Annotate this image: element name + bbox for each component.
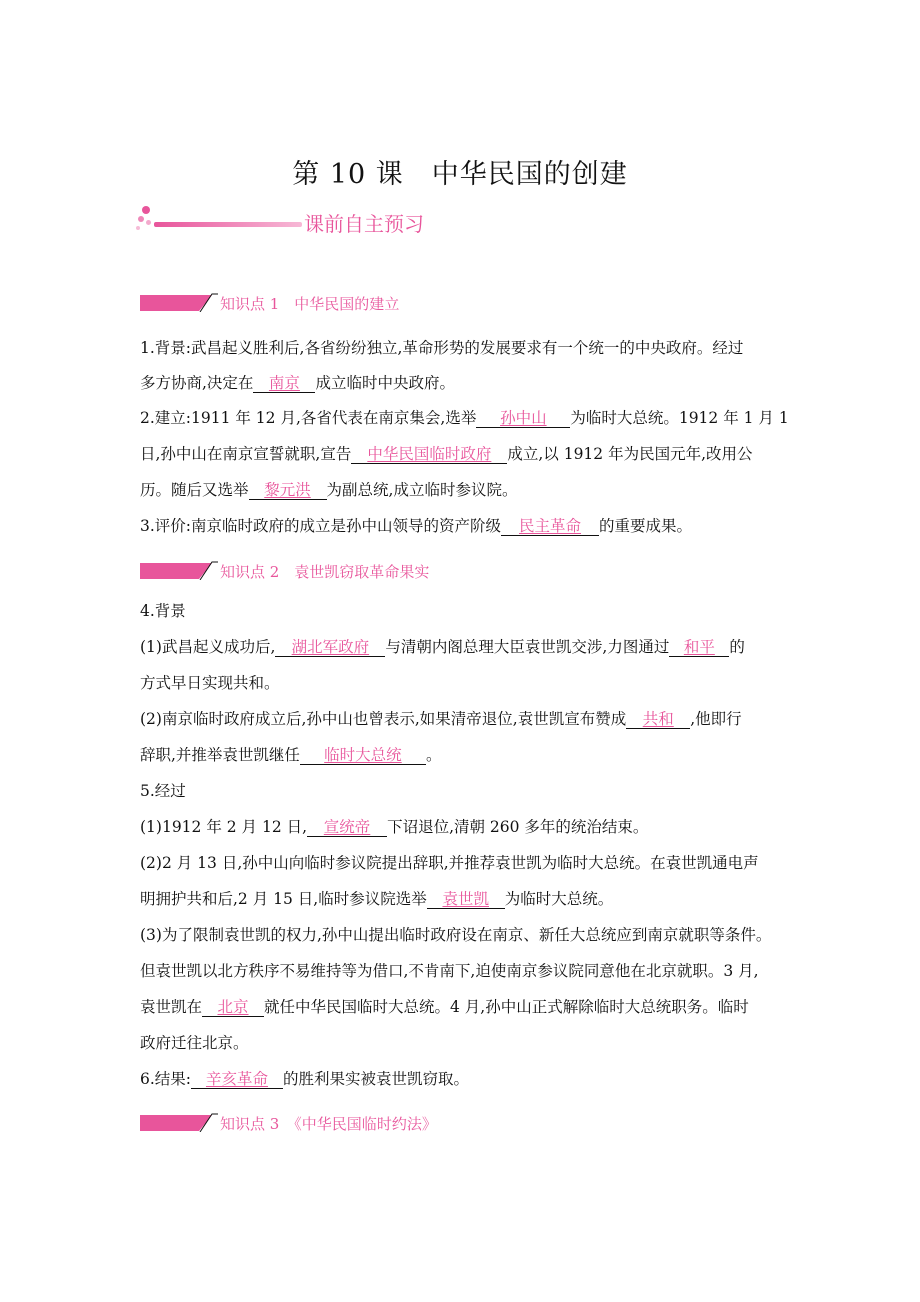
paragraph-line: 历。随后又选举 黎元洪 为副总统,成立临时参议院。 [140, 481, 518, 499]
answer-blank: 孙中山 [476, 410, 570, 428]
section-divider [154, 222, 302, 227]
section-title: 课前自主预习 [304, 212, 424, 236]
answer-blank: 袁世凯 [427, 891, 505, 909]
answer-blank: 中华民国临时政府 [351, 446, 507, 464]
answer-blank: 北京 [202, 999, 264, 1017]
answer-blank: 湖北军政府 [275, 639, 385, 657]
knowledge-point-2-header [140, 560, 540, 582]
slash-icon [198, 1112, 218, 1132]
paragraph-line: 明拥护共和后,2 月 15 日,临时参议院选举 袁世凯 为临时大总统。 [140, 890, 614, 908]
paragraph-line: 3.评价:南京临时政府的成立是孙中山领导的资产阶级 民主革命 的重要成果。 [140, 517, 693, 535]
paragraph-line: 2.建立:1911 年 12 月,各省代表在南京集会,选举 孙中山 为临时大总统。1912 年 1 月 1 [140, 409, 789, 427]
answer-blank: 南京 [253, 375, 315, 393]
slash-icon [198, 292, 218, 312]
paragraph-line: (2)南京临时政府成立后,孙中山也曾表示,如果清帝退位,袁世凯宣布赞成 共和 ,他即行 [140, 710, 742, 728]
paragraph-line: (1)1912 年 2 月 12 日, 宣统帝 下诏退位,清朝 260 多年的统治结束。 [140, 818, 649, 836]
knowledge-point-3-header [140, 1112, 540, 1134]
knowledge-point-label: 知识点 1 中华民国的建立 [220, 295, 400, 313]
paragraph-line: 1.背景:武昌起义胜利后,各省纷纷独立,革命形势的发展要求有一个统一的中央政府。经过 [140, 339, 744, 357]
answer-blank: 黎元洪 [249, 482, 327, 500]
paragraph-line: (1)武昌起义成功后, 湖北军政府 与清朝内阁总理大臣袁世凯交涉,力图通过 和平 的 [140, 638, 745, 656]
answer-blank: 宣统帝 [307, 819, 387, 837]
answer-blank: 和平 [669, 639, 729, 657]
answer-blank: 民主革命 [501, 518, 599, 536]
paragraph-line: (2)2 月 13 日,孙中山向临时参议院提出辞职,并推荐袁世凯为临时大总统。在袁世凯通电声 [140, 854, 759, 872]
paragraph-line: 5.经过 [140, 782, 186, 800]
paragraph-line: 袁世凯在 北京 就任中华民国临时大总统。4 月,孙中山正式解除临时大总统职务。临时 [140, 998, 749, 1016]
paragraph-line: 多方协商,决定在 南京 成立临时中央政府。 [140, 374, 455, 392]
paragraph-line: 方式早日实现共和。 [140, 674, 280, 692]
section-banner [134, 202, 454, 242]
paragraph-line: 政府迁往北京。 [140, 1034, 249, 1052]
paragraph-line: 日,孙中山在南京宣誓就职,宣告 中华民国临时政府 成立,以 1912 年为民国元年,改用公 [140, 445, 753, 463]
paragraph-line: (3)为了限制袁世凯的权力,孙中山提出临时政府设在南京、新任大总统应到南京就职等条件。 [140, 926, 772, 944]
knowledge-point-1-header [140, 292, 540, 314]
answer-blank: 共和 [626, 711, 690, 729]
paragraph-line: 4.背景 [140, 602, 186, 620]
answer-blank: 辛亥革命 [191, 1071, 283, 1089]
paragraph-line: 6.结果: 辛亥革命 的胜利果实被袁世凯窃取。 [140, 1070, 470, 1088]
paragraph-line: 但袁世凯以北方秩序不易维持等为借口,不肯南下,迫使南京参议院同意他在北京就职。3 月, [140, 962, 759, 980]
paragraph-line: 辞职,并推举袁世凯继任 临时大总统 。 [140, 746, 442, 764]
answer-blank: 临时大总统 [300, 747, 426, 765]
knowledge-point-label: 知识点 2 袁世凯窃取革命果实 [220, 563, 430, 581]
slash-icon [198, 560, 218, 580]
lesson-title: 第 10 课 中华民国的创建 [292, 159, 628, 190]
knowledge-point-label: 知识点 3 《中华民国临时约法》 [220, 1115, 437, 1133]
